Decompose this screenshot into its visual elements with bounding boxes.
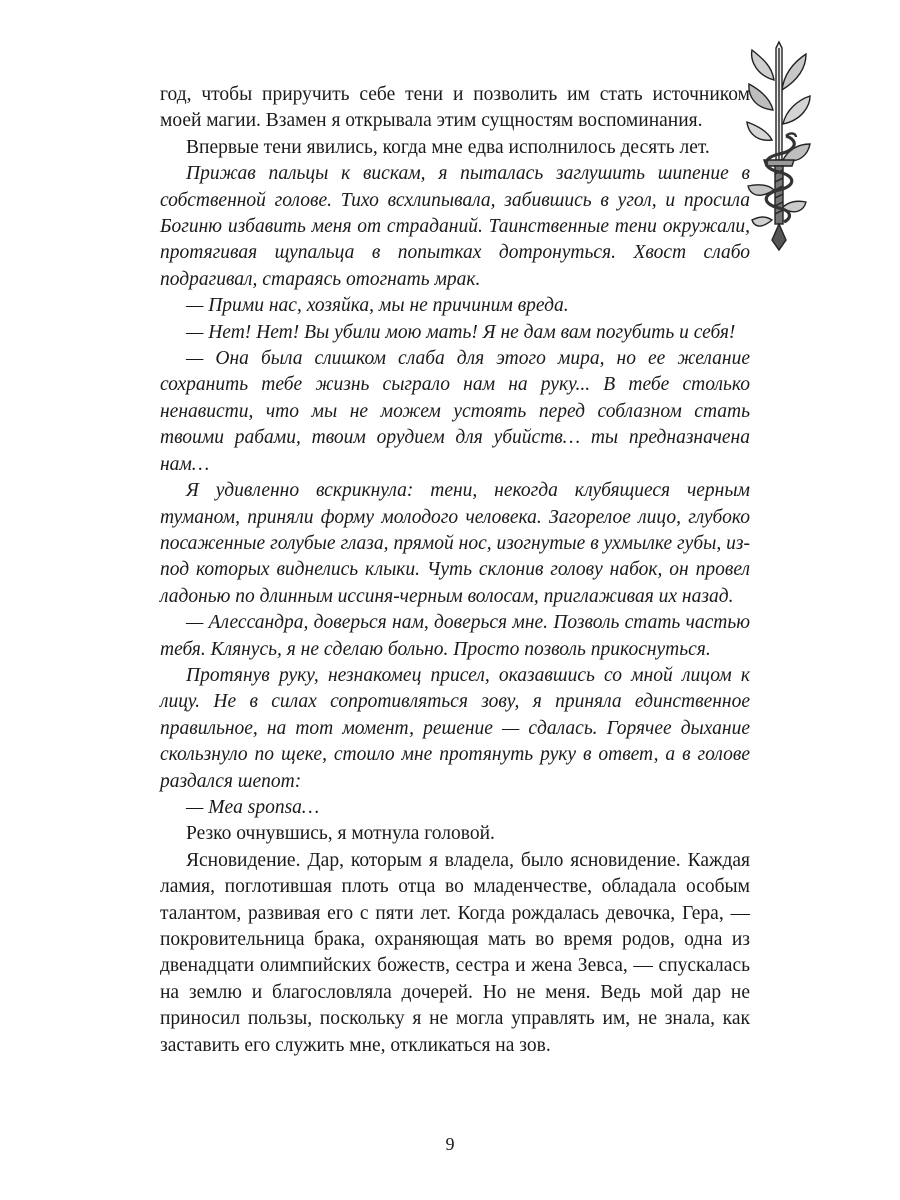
paragraph-12: Ясновидение. Дар, которым я владела, было ясновидение. Каждая ламия, поглотившая плоть отца во младенчестве, обладала особым талантом, развивая его с пяти лет. Когда рождалась девочка, Гера, — покровительница брака, охраняющая мать во время родов, одна из двенадцати олимпийских божеств, сестра и жена Зевса, — спускалась на землю и благословляла дочерей. Но не меня. Ведь мой дар не приносил пользы, поскольку я не могла управлять им, не знала, как заставить его служить мне, откликаться на зов.	[160, 849, 750, 1056]
page-text	[160, 82, 750, 1059]
page-number: 9	[445, 1134, 455, 1154]
paragraph-11: Резко очнувшись, я мотнула головой.	[186, 823, 495, 845]
paragraph-1: год, чтобы приручить себе тени и позволить им стать источником моей магии. Взамен я открывала этим сущностям воспоминания.	[160, 84, 750, 132]
paragraph-2: Впервые тени явились, когда мне едва исполнилось десять лет.	[186, 136, 710, 158]
paragraph-3: Прижав пальцы к вискам, я пыталась заглушить шипение в собственной голове. Тихо всхлипывала, забившись в угол, и просила Богиню избавить меня от страданий. Таинственные тени окружали, протягивая щупальца в попытках дотронуться. Хвост слабо подрагивал, стараясь отогнать мрак.	[160, 163, 750, 290]
paragraph-10: — Mea sponsa…	[186, 796, 320, 818]
paragraph-6: — Она была слишком слаба для этого мира, но ее желание сохранить тебе жизнь сыграло нам на руку... В тебе столько ненависти, что мы не можем устоять перед соблазном стать твоими рабами, твоим орудием для убийств… ты предназначена нам…	[160, 348, 750, 475]
sword-serpent-ornament-icon	[746, 40, 812, 252]
paragraph-5: — Нет! Нет! Вы убили мою мать! Я не дам вам погубить и себя!	[186, 321, 736, 343]
paragraph-8: — Алессандра, доверься нам, доверься мне. Позволь стать частью тебя. Клянусь, я не сделаю больно. Просто позволь прикоснуться.	[160, 612, 750, 660]
paragraph-4: — Прими нас, хозяйка, мы не причиним вреда.	[186, 295, 569, 317]
paragraph-7: Я удивленно вскрикнула: тени, некогда клубящиеся черным туманом, приняли форму молодого человека. Загорелое лицо, глубоко посаженные голубые глаза, прямой нос, изогнутые в ухмылке губы, из-под которых виднелись клыки. Чуть склонив голову набок, он провел ладонью по длинным иссиня-черным волосам, приглаживая их назад.	[160, 480, 750, 607]
paragraph-9: Протянув руку, незнакомец присел, оказавшись со мной лицом к лицу. Не в силах сопротивляться зову, я приняла единственное правильное, на тот момент, решение — сдалась. Горячее дыхание скользнуло по щеке, стоило мне протянуть руку в ответ, а в голове раздался шепот:	[160, 664, 750, 792]
